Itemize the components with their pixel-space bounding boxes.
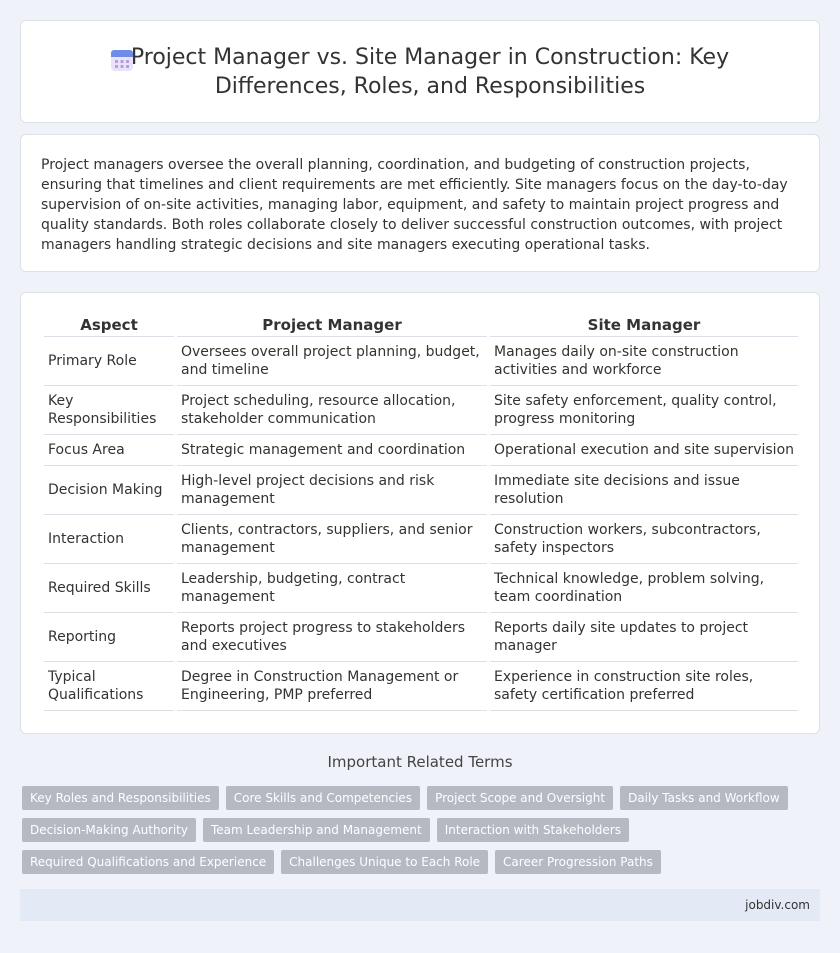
table-row: [44, 613, 798, 662]
project-manager-cell: Clients, contractors, suppliers, and senior management: [177, 515, 487, 564]
site-manager-cell: Reports daily site updates to project manager: [490, 613, 798, 662]
related-terms-list: [22, 786, 812, 874]
site-manager-cell: Experience in construction site roles, safety certification preferred: [490, 662, 798, 711]
site-manager-cell: Construction workers, subcontractors, safety inspectors: [490, 515, 798, 564]
site-manager-cell: Manages daily on-site construction activities and workforce: [490, 337, 798, 386]
table-header-row: [44, 315, 798, 337]
aspect-cell: Focus Area: [44, 435, 174, 466]
comparison-table: [41, 315, 801, 711]
related-terms-heading: Important Related Terms: [327, 753, 513, 771]
project-manager-cell: Project scheduling, resource allocation, stakeholder communication: [177, 386, 487, 435]
related-term-tag[interactable]: Interaction with Stakeholders: [437, 818, 629, 842]
table-row: [44, 564, 798, 613]
header-project-manager: Project Manager: [177, 315, 487, 337]
related-term-tag[interactable]: Required Qualifications and Experience: [22, 850, 274, 874]
intro-paragraph: Project managers oversee the overall planning, coordination, and budgeting of construction projects, ensuring that timelines and client requirements are met efficiently. Site managers focus on the day-to-day supervision of on-site activities, managing labor, equipment, and safety to maintain project progress and quality standards. Both roles collaborate closely to deliver successful construction outcomes, with project managers handling strategic decisions and site managers executing operational tasks.: [41, 157, 788, 253]
aspect-cell: Primary Role: [44, 337, 174, 386]
title-card: [20, 20, 820, 123]
related-term-tag[interactable]: Project Scope and Oversight: [427, 786, 613, 810]
header-aspect: Aspect: [44, 315, 174, 337]
related-term-tag[interactable]: Key Roles and Responsibilities: [22, 786, 219, 810]
table-row: [44, 337, 798, 386]
intro-card: [20, 134, 820, 272]
header-site-manager: Site Manager: [490, 315, 798, 337]
project-manager-cell: Leadership, budgeting, contract management: [177, 564, 487, 613]
related-term-tag[interactable]: Career Progression Paths: [495, 850, 661, 874]
project-manager-cell: Degree in Construction Management or Engineering, PMP preferred: [177, 662, 487, 711]
related-term-tag[interactable]: Decision-Making Authority: [22, 818, 196, 842]
aspect-cell: Key Responsibilities: [44, 386, 174, 435]
table-row: [44, 435, 798, 466]
footer: [20, 889, 820, 921]
comparison-card: [20, 292, 820, 734]
related-term-tag[interactable]: Team Leadership and Management: [203, 818, 430, 842]
aspect-cell: Interaction: [44, 515, 174, 564]
site-manager-cell: Technical knowledge, problem solving, team coordination: [490, 564, 798, 613]
project-manager-cell: High-level project decisions and risk management: [177, 466, 487, 515]
project-manager-cell: Oversees overall project planning, budget, and timeline: [177, 337, 487, 386]
related-term-tag[interactable]: Core Skills and Competencies: [226, 786, 420, 810]
project-manager-cell: Reports project progress to stakeholders and executives: [177, 613, 487, 662]
site-manager-cell: Site safety enforcement, quality control, progress monitoring: [490, 386, 798, 435]
table-row: [44, 515, 798, 564]
aspect-cell: Reporting: [44, 613, 174, 662]
table-row: [44, 466, 798, 515]
related-term-tag[interactable]: Challenges Unique to Each Role: [281, 850, 488, 874]
aspect-cell: Required Skills: [44, 564, 174, 613]
site-manager-cell: Immediate site decisions and issue resolution: [490, 466, 798, 515]
table-row: [44, 662, 798, 711]
related-term-tag[interactable]: Daily Tasks and Workflow: [620, 786, 788, 810]
aspect-cell: Decision Making: [44, 466, 174, 515]
footer-site-link[interactable]: jobdiv.com: [745, 898, 810, 912]
aspect-cell: Typical Qualifications: [44, 662, 174, 711]
page-title: Project Manager vs. Site Manager in Construction: Key Differences, Roles, and Responsibilities: [130, 45, 730, 99]
table-row: [44, 386, 798, 435]
project-manager-cell: Strategic management and coordination: [177, 435, 487, 466]
site-manager-cell: Operational execution and site supervision: [490, 435, 798, 466]
